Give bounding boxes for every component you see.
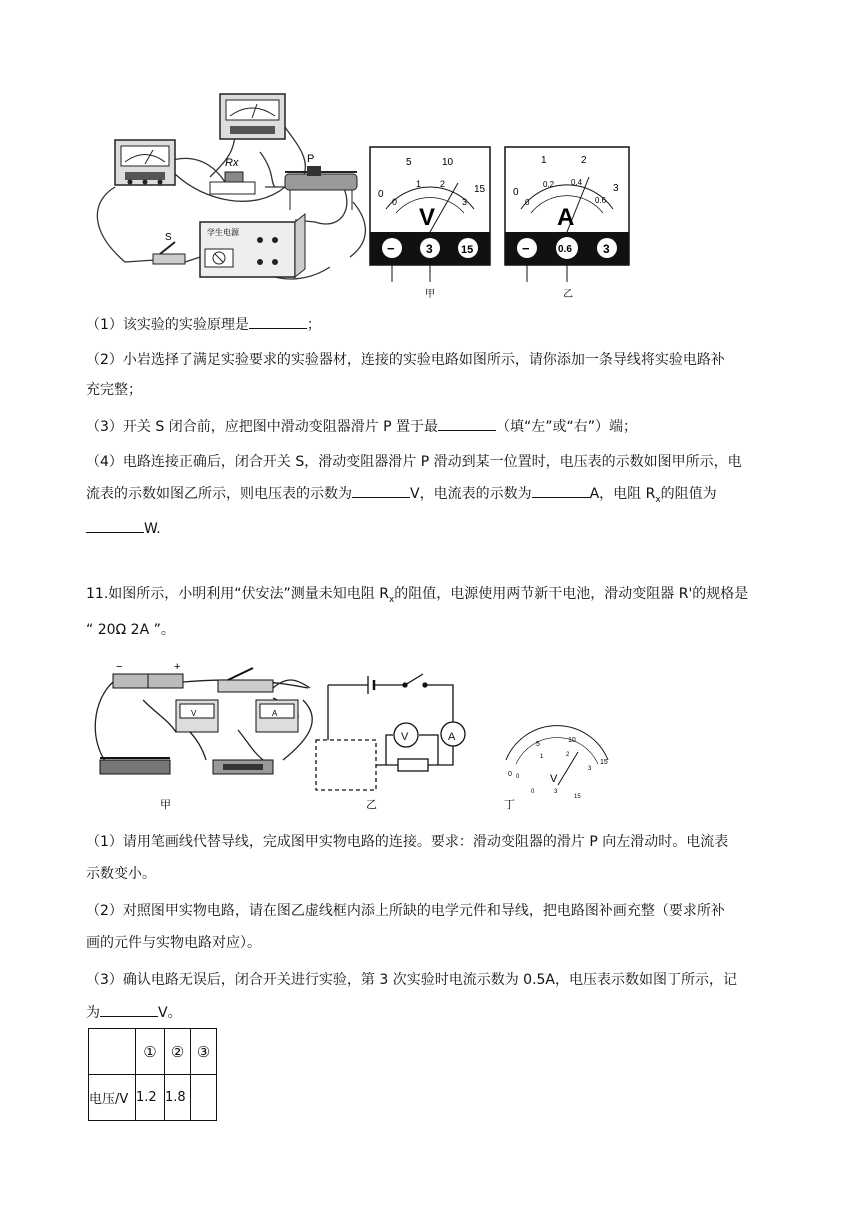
- ding-scale-5: 5: [536, 741, 540, 748]
- a-top-2: 2: [581, 155, 587, 166]
- q11-intro-line1: 11.如图所示，小明利用“伏安法”测量未知电阻 $R_x$的阻值，电源使用两节新干电池，滑动变阻器 R'的规格是: [86, 586, 749, 605]
- svg-text:−: −: [116, 661, 123, 673]
- q11-part3-line1: （3）确认电路无误后，闭合开关进行实验，第 3 次实验时电流示数为 0.5A，电压表示数如图丁所示，记: [86, 972, 738, 988]
- q10-part3: （3）开关 S 闭合前，应把图中滑动变阻器滑片 P 置于最 （填“左”或“右”）端；: [86, 416, 637, 437]
- circuit-photo-jia: [95, 661, 312, 810]
- a-term-3: 3: [603, 242, 610, 256]
- v-bot-0: 0: [392, 197, 398, 207]
- table-cell: 1.2: [136, 1075, 165, 1121]
- q11-part2-line2: 画的元件与实物电路对应）。: [86, 935, 261, 951]
- jia-meter-v: V: [191, 709, 197, 718]
- a-term-0-6: 0.6: [558, 244, 572, 255]
- q11-part1-line2: 示数变小。: [86, 866, 156, 882]
- a-bot-1: 0.2: [543, 180, 555, 189]
- answer-blank[interactable]: [438, 416, 496, 431]
- ding-term-0: 0: [531, 789, 535, 795]
- ding-small-0: 0: [516, 774, 520, 780]
- q11-part2-line1: （2）对照图甲实物电路，请在图乙虚线框内添上所缺的电学元件和导线，把电路图补画充整（要求所补: [86, 903, 725, 919]
- q11-part3-line2: 为 V。: [86, 1002, 182, 1023]
- table-header-cell: [89, 1029, 136, 1075]
- answer-blank[interactable]: [352, 483, 410, 498]
- q11-intro-line2: “ 20Ω 2A ”。: [86, 622, 175, 638]
- v-bot-2: 2: [440, 179, 446, 189]
- jia-meter-a: A: [272, 709, 278, 718]
- q10-part4-line3: W.: [86, 518, 161, 539]
- q10-part4-line2: 流表的示数如图乙所示，则电压表的示数为 V，电流表的示数为 A，电阻 $R_x$的阻值为: [86, 483, 717, 510]
- voltmeter-device: [220, 94, 285, 139]
- yi-symbol-a: A: [448, 731, 456, 743]
- ding-term-15: 15: [574, 794, 581, 800]
- table-cell: 电压/V: [89, 1075, 136, 1121]
- svg-text:+: +: [174, 661, 181, 673]
- s-label: S: [165, 232, 172, 243]
- ding-small-2: 2: [566, 752, 570, 758]
- figure-apparatus: [85, 92, 645, 302]
- ding-scale-15: 15: [600, 759, 608, 766]
- q11-part1-line1: （1）请用笔画线代替导线，完成图甲实物电路的连接。要求：滑动变阻器的滑片 P 向左滑动时。电流表: [86, 834, 729, 850]
- ammeter-dial: [505, 147, 629, 300]
- q10-part2-line2: 充完整；: [86, 382, 142, 398]
- ammeter-device: [115, 140, 175, 185]
- v-term-3: 3: [426, 242, 433, 256]
- q10-part1: （1）该实验的实验原理是 ；: [86, 314, 321, 335]
- a-bot-3: 0.6: [595, 196, 607, 205]
- gauge-ding: [504, 726, 608, 810]
- supply-label: 学生电源: [207, 228, 239, 237]
- p-label: P: [307, 153, 315, 165]
- table-header-cell: ③: [191, 1029, 217, 1075]
- ding-symbol: V: [550, 773, 558, 785]
- rheostat: [285, 153, 357, 210]
- ding-small-3: 3: [588, 766, 592, 772]
- voltmeter-dial: [370, 147, 490, 300]
- v-bot-1: 1: [416, 179, 422, 189]
- switch-s: [153, 232, 185, 264]
- answer-blank[interactable]: [86, 518, 144, 533]
- v-top-0: 0: [378, 189, 384, 200]
- a-symbol: A: [557, 204, 575, 231]
- v-bot-3: 3: [462, 197, 468, 207]
- a-top-0: 0: [513, 187, 519, 198]
- ding-small-1: 1: [540, 754, 544, 760]
- q10-part4-line1: （4）电路连接正确后，闭合开关 S，滑动变阻器滑片 P 滑动到某一位置时，电压表的示数如图甲所示，电: [86, 454, 742, 470]
- answer-blank[interactable]: [532, 483, 590, 498]
- table-cell[interactable]: [191, 1075, 217, 1121]
- v-top-3: 15: [474, 184, 486, 195]
- answer-blank[interactable]: [100, 1002, 158, 1017]
- table-cell: 1.8: [165, 1075, 191, 1121]
- caption-jia-2: 甲: [160, 799, 171, 810]
- caption-yi-1: 乙: [563, 289, 573, 300]
- power-supply: [200, 214, 305, 277]
- table-header-cell: ②: [165, 1029, 191, 1075]
- caption-yi-2: 乙: [366, 799, 377, 810]
- rx-label: Rx: [225, 157, 239, 169]
- a-top-3: 3: [613, 183, 619, 194]
- figure-q11: [88, 660, 628, 810]
- a-bot-0: 0: [525, 198, 530, 207]
- v-symbol: V: [419, 204, 436, 231]
- circuit-schematic-yi: [316, 674, 465, 810]
- caption-ding: 丁: [504, 799, 515, 810]
- data-table: [88, 1028, 217, 1121]
- yi-symbol-v: V: [401, 731, 409, 743]
- v-term-15: 15: [461, 244, 474, 256]
- a-top-1: 1: [541, 155, 547, 166]
- q10-part2-line1: （2）小岩选择了满足实验要求的实验器材，连接的实验电路如图所示，请你添加一条导线将实验电路补: [86, 352, 725, 368]
- resistor-rx: [210, 157, 255, 194]
- ding-term-3: 3: [554, 789, 558, 795]
- ding-scale-0: 0: [508, 771, 512, 778]
- v-top-1: 5: [406, 157, 412, 168]
- v-top-2: 10: [442, 157, 454, 168]
- a-term-neg: −: [522, 241, 530, 256]
- v-term-neg: −: [387, 241, 395, 256]
- ding-scale-10: 10: [568, 737, 576, 744]
- answer-blank[interactable]: [249, 314, 307, 329]
- table-header-cell: ①: [136, 1029, 165, 1075]
- a-bot-2: 0.4: [571, 178, 583, 187]
- caption-jia-1: 甲: [425, 289, 435, 300]
